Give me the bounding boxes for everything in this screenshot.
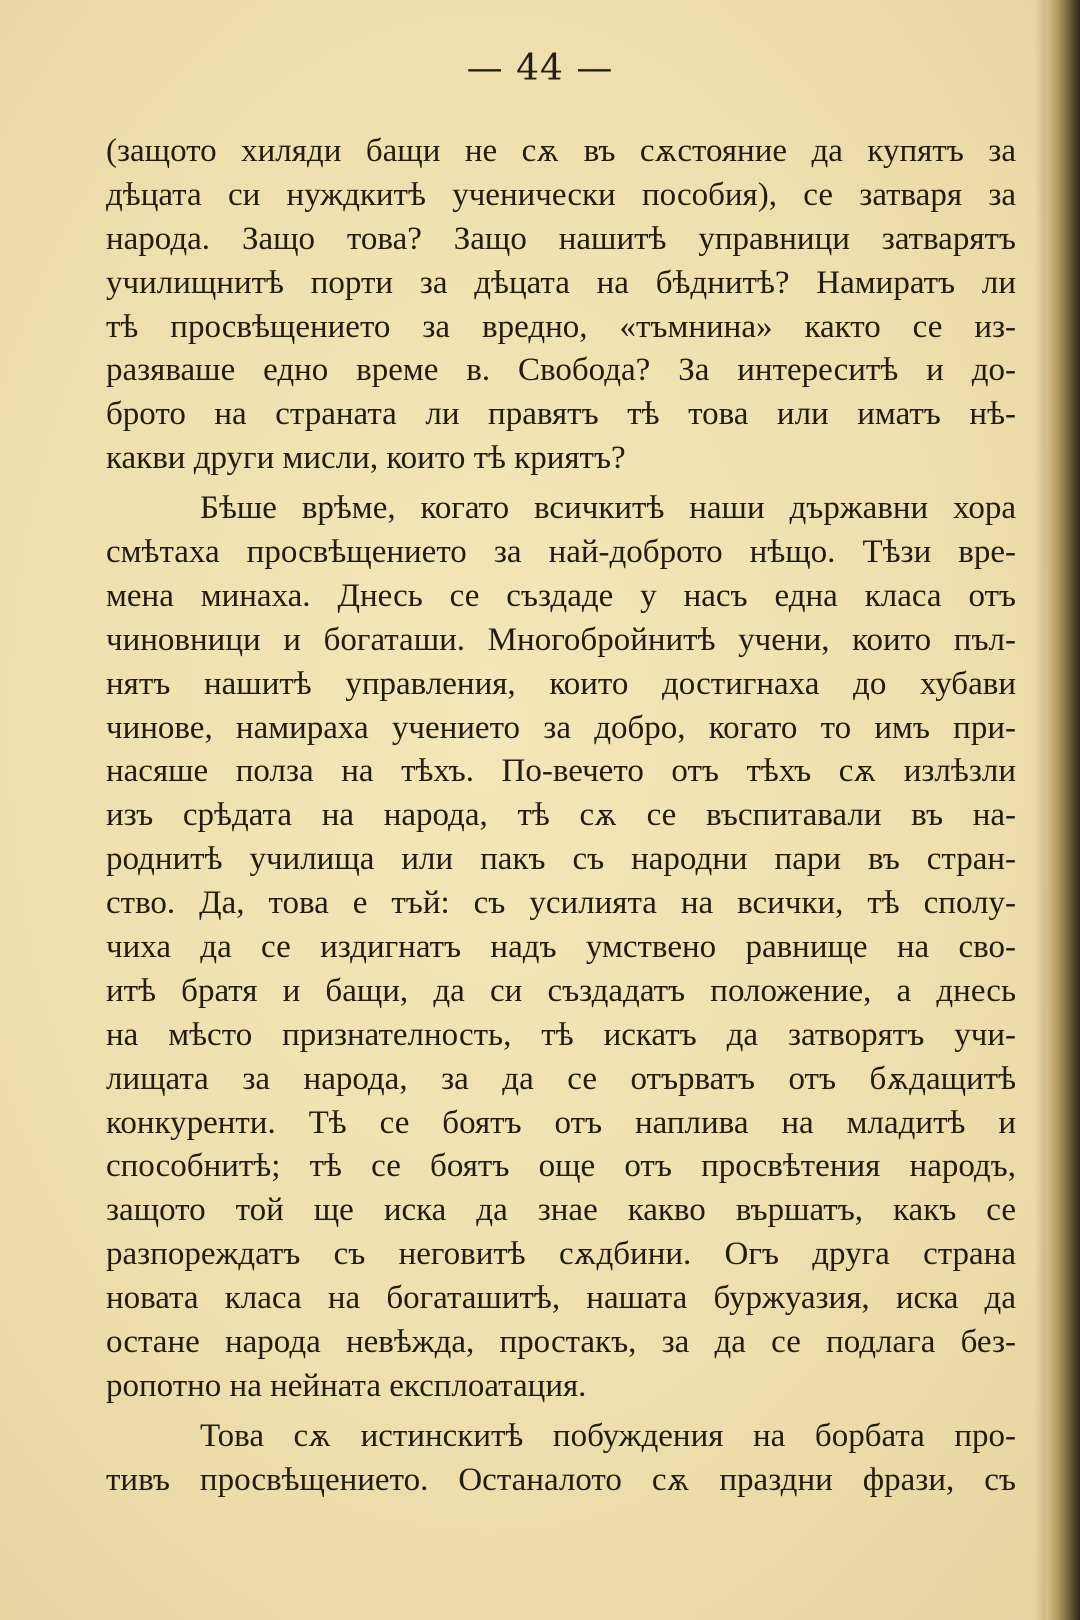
text-line: ство. Да, това е тъй: съ усилията на всички, тѣ сполу- [106,885,1016,922]
text-line: новата класа на богаташитѣ, нашата буржуазия, иска да [106,1280,1016,1317]
paragraph [106,130,1016,481]
text-line: чиновници и богаташи. Многобройнитѣ учени, които пъл- [106,621,1016,658]
paragraph [106,487,1016,1409]
text-line: защото той ще иска да знае какво вършатъ, какъ се [106,1192,1016,1229]
text-line: насяше полза на тѣхъ. По-вечето отъ тѣхъ сѫ излѣзли [106,753,1016,790]
text-line: изъ срѣдата на народа, тѣ сѫ се въспитавали въ на- [106,797,1016,834]
text-line: брото на страната ли правятъ тѣ това или иматъ нѣ- [106,396,1016,433]
text-line: ропотно на нейната експлоатация. [106,1367,587,1404]
text-line: роднитѣ училища или пакъ съ народни пари въ стран- [106,841,1016,878]
text-line: народа. Защо това? Защо нашитѣ управници затварятъ [106,220,1016,257]
text-line: смѣтаха просвѣщението за най-доброто нѣщо. Тѣзи вре- [106,534,1016,571]
text-line: на мѣсто признателность, тѣ искатъ да затворятъ учи- [106,1016,1016,1053]
book-spine [1046,0,1080,1620]
text-line: дѣцата си нуждкитѣ ученически пособия), се затваря за [106,176,1016,213]
text-line: мена минаха. Днесь се създаде у насъ една класа отъ [106,577,1016,614]
text-line: чинове, намираха учението за добро, когато то имъ при- [106,709,1016,746]
text-line: (защото хиляди бащи не сѫ въ сѫстояние да купятъ за [106,133,1016,169]
text-line: Това сѫ истинскитѣ побуждения на борбата про- [200,1417,1016,1454]
text-line: чиха да се издигнатъ надъ умствено равнище на сво- [106,929,1016,966]
paragraph [106,1415,1016,1503]
text-line: разпореждатъ съ неговитѣ сѫдбини. Огъ друга страна [106,1236,1016,1273]
text-line: итѣ братя и бащи, да си създадатъ положение, а днесь [106,972,1016,1009]
text-line: тѣ просвѣщението за вредно, «тъмнина» както се из- [106,308,1016,345]
text-line: училищнитѣ порти за дѣцата на бѣднитѣ? Намиратъ ли [106,264,1016,301]
text-line: способнитѣ; тѣ се боятъ още отъ просвѣтения народъ, [106,1148,1016,1185]
text-line: конкуренти. Тѣ се боятъ отъ наплива на младитѣ и [106,1104,1016,1141]
text-line: тивъ просвѣщението. Останалото сѫ праздни фрази, съ [106,1461,1016,1498]
text-line: лищата за народа, за да се отърватъ отъ бѫдащитѣ [106,1060,1016,1097]
text-line: разяваше едно време в. Свобода? За интереситѣ и до- [106,352,1016,389]
page-number: — 44 — [466,48,614,89]
body-text [106,130,1016,1503]
page-edge-shadow [1034,0,1046,1620]
text-line: остане народа невѣжда, простакъ, за да се подлага без- [106,1324,1016,1361]
text-line: какви други мисли, които тѣ криятъ? [106,440,626,477]
text-line: Бѣше врѣме, когато всичкитѣ наши държавни хора [200,490,1016,527]
text-line: нятъ нашитѣ управления, които достигнаха до хубави [106,665,1016,702]
